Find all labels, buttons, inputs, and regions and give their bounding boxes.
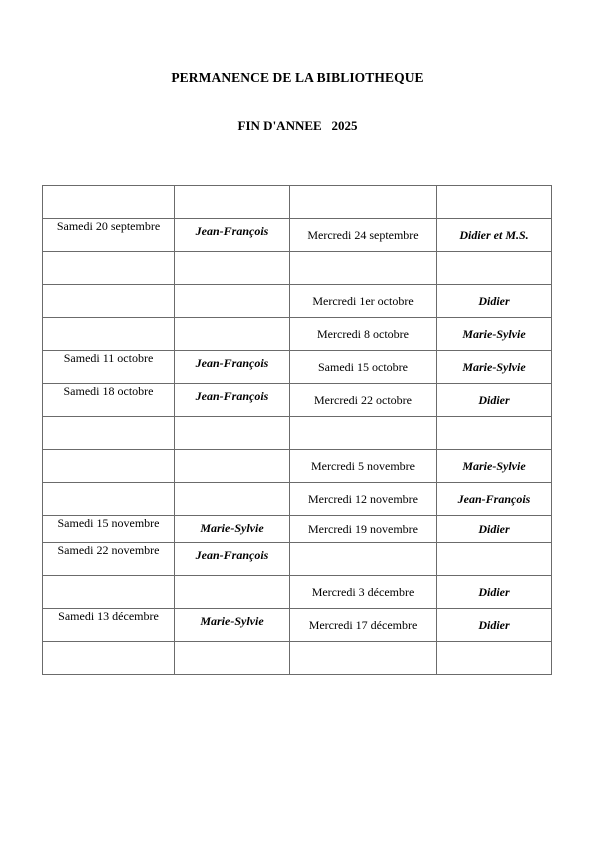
saturday-volunteer-cell: Marie-Sylvie	[175, 516, 290, 543]
wednesday-date-cell: Mercredi 12 novembre	[290, 483, 437, 516]
table-row	[43, 219, 552, 252]
table-row	[43, 318, 552, 351]
table-row	[43, 417, 552, 450]
wednesday-volunteer-cell: Didier	[437, 285, 552, 318]
wednesday-volunteer-cell: Marie-Sylvie	[437, 318, 552, 351]
table-row	[43, 285, 552, 318]
saturday-volunteer-cell	[175, 483, 290, 516]
table-row	[43, 252, 552, 285]
saturday-volunteer-cell	[175, 252, 290, 285]
wednesday-volunteer-cell	[437, 186, 552, 219]
wednesday-date-cell	[290, 417, 437, 450]
saturday-volunteer-cell: Marie-Sylvie	[175, 609, 290, 642]
saturday-date-cell: Samedi 22 novembre	[43, 543, 175, 576]
saturday-date-cell	[43, 417, 175, 450]
saturday-volunteer-cell	[175, 417, 290, 450]
saturday-volunteer-cell	[175, 576, 290, 609]
saturday-date-cell	[43, 450, 175, 483]
table-row	[43, 351, 552, 384]
wednesday-volunteer-cell: Didier	[437, 576, 552, 609]
saturday-date-cell	[43, 576, 175, 609]
saturday-date-cell: Samedi 18 octobre	[43, 384, 175, 417]
saturday-date-cell: Samedi 15 novembre	[43, 516, 175, 543]
page-subtitle: FIN D'ANNEE 2025	[237, 118, 358, 133]
saturday-volunteer-cell	[175, 450, 290, 483]
wednesday-volunteer-cell: Didier et M.S.	[437, 219, 552, 252]
wednesday-date-cell: Mercredi 24 septembre	[290, 219, 437, 252]
wednesday-date-cell	[290, 543, 437, 576]
saturday-volunteer-cell	[175, 285, 290, 318]
saturday-volunteer-cell	[175, 186, 290, 219]
wednesday-volunteer-cell: Marie-Sylvie	[437, 351, 552, 384]
wednesday-date-cell: Mercredi 5 novembre	[290, 450, 437, 483]
saturday-volunteer-cell: Jean-François	[175, 219, 290, 252]
wednesday-date-cell: Mercredi 3 décembre	[290, 576, 437, 609]
wednesday-date-cell: Samedi 15 octobre	[290, 351, 437, 384]
wednesday-date-cell: Mercredi 19 novembre	[290, 516, 437, 543]
wednesday-volunteer-cell: Marie-Sylvie	[437, 450, 552, 483]
saturday-date-cell	[43, 483, 175, 516]
table-row	[43, 576, 552, 609]
table-row	[43, 186, 552, 219]
wednesday-date-cell: Mercredi 1er octobre	[290, 285, 437, 318]
saturday-date-cell	[43, 642, 175, 675]
saturday-volunteer-cell: Jean-François	[175, 384, 290, 417]
table-row	[43, 384, 552, 417]
wednesday-volunteer-cell	[437, 252, 552, 285]
wednesday-date-cell: Mercredi 17 décembre	[290, 609, 437, 642]
table-row	[43, 642, 552, 675]
wednesday-volunteer-cell	[437, 543, 552, 576]
saturday-volunteer-cell: Jean-François	[175, 543, 290, 576]
saturday-date-cell: Samedi 13 décembre	[43, 609, 175, 642]
wednesday-date-cell	[290, 642, 437, 675]
table-row	[43, 516, 552, 543]
table-row	[43, 450, 552, 483]
page-title: PERMANENCE DE LA BIBLIOTHEQUE	[171, 70, 424, 85]
saturday-date-cell	[43, 285, 175, 318]
schedule-table	[42, 185, 552, 675]
saturday-volunteer-cell: Jean-François	[175, 351, 290, 384]
wednesday-date-cell	[290, 252, 437, 285]
wednesday-date-cell: Mercredi 8 octobre	[290, 318, 437, 351]
saturday-volunteer-cell	[175, 318, 290, 351]
wednesday-volunteer-cell	[437, 642, 552, 675]
saturday-date-cell	[43, 318, 175, 351]
saturday-volunteer-cell	[175, 642, 290, 675]
wednesday-volunteer-cell: Didier	[437, 609, 552, 642]
wednesday-volunteer-cell: Didier	[437, 384, 552, 417]
saturday-date-cell	[43, 186, 175, 219]
wednesday-date-cell	[290, 186, 437, 219]
table-row	[43, 483, 552, 516]
table-row	[43, 543, 552, 576]
saturday-date-cell: Samedi 20 septembre	[43, 219, 175, 252]
table-row	[43, 609, 552, 642]
wednesday-volunteer-cell	[437, 417, 552, 450]
saturday-date-cell: Samedi 11 octobre	[43, 351, 175, 384]
wednesday-volunteer-cell: Jean-François	[437, 483, 552, 516]
wednesday-volunteer-cell: Didier	[437, 516, 552, 543]
wednesday-date-cell: Mercredi 22 octobre	[290, 384, 437, 417]
saturday-date-cell	[43, 252, 175, 285]
